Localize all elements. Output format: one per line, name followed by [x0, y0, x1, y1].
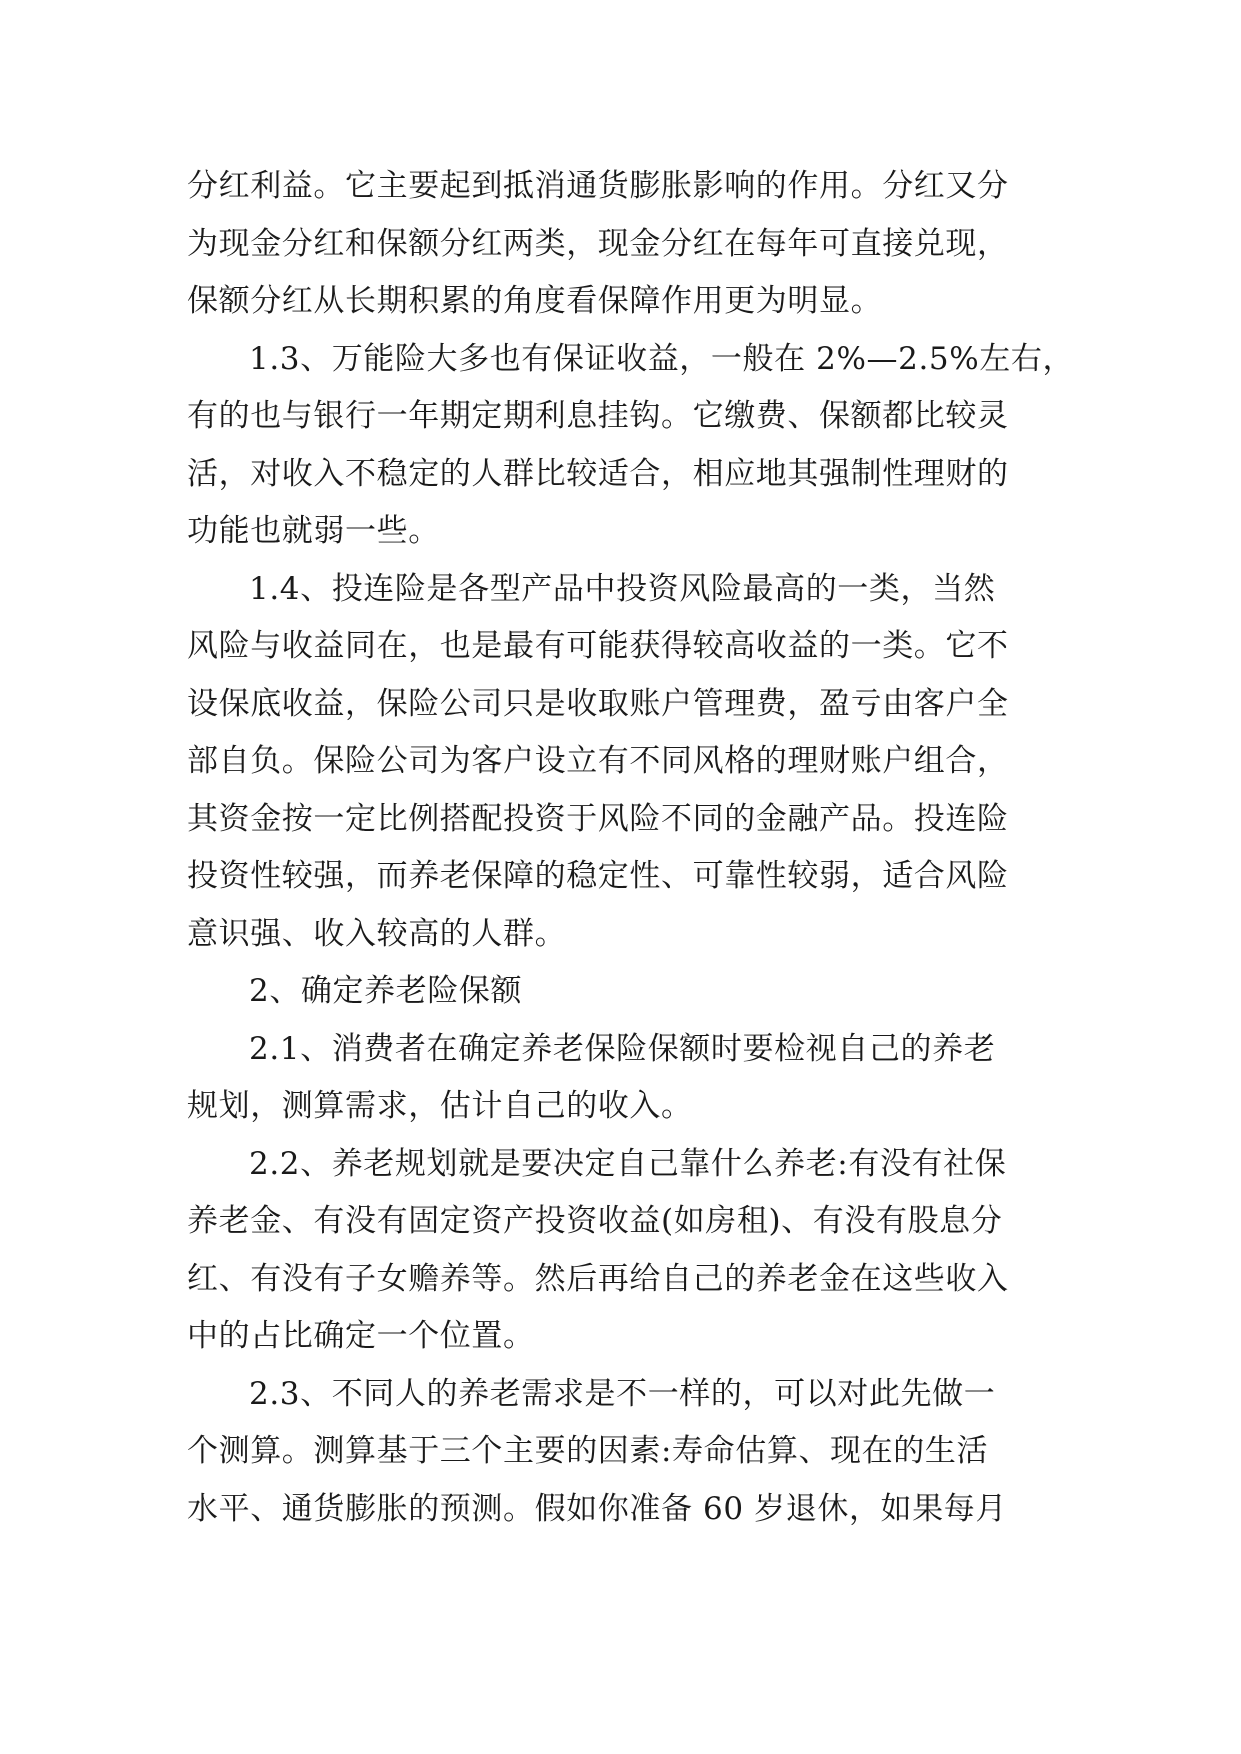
- text-line: 2.1、消费者在确定养老保险保额时要检视自己的养老: [249, 1030, 996, 1067]
- text-line: 风险与收益同在，也是最有可能获得较高收益的一类。它不: [187, 628, 1009, 664]
- text-line: 中的占比确定一个位置。: [187, 1318, 535, 1354]
- text-line: 其资金按一定比例搭配投资于风险不同的金融产品。投连险: [187, 800, 1009, 837]
- document-body: [187, 158, 1075, 1538]
- text-line: 分红利益。它主要起到抵消通货膨胀影响的作用。分红又分: [187, 168, 1009, 204]
- text-line: 养老金、有没有固定资产投资收益(如房租)、有没有股息分: [187, 1203, 1003, 1239]
- text-line: 为现金分红和保额分红两类，现金分红在每年可直接兑现，: [187, 225, 1009, 262]
- text-line: 1.3、万能险大多也有保证收益，一般在 2%—2.5%左右，: [249, 340, 1075, 377]
- text-line: 有的也与银行一年期定期利息挂钩。它缴费、保额都比较灵: [187, 398, 1009, 434]
- text-line: 2.2、养老规划就是要决定自己靠什么养老:有没有社保: [249, 1145, 1007, 1182]
- text-line: 功能也就弱一些。: [187, 513, 440, 549]
- text-line: 设保底收益，保险公司只是收取账户管理费，盈亏由客户全: [187, 685, 1009, 722]
- text-line: 个测算。测算基于三个主要的因素:寿命估算、现在的生活: [187, 1433, 989, 1469]
- text-line: 保额分红从长期积累的角度看保障作用更为明显。: [187, 283, 883, 319]
- text-line: 部自负。保险公司为客户设立有不同风格的理财账户组合，: [187, 743, 1009, 779]
- text-line: 水平、通货膨胀的预测。假如你准备 60 岁退休，如果每月: [187, 1490, 1007, 1527]
- text-line: 活，对收入不稳定的人群比较适合，相应地其强制性理财的: [187, 455, 1009, 492]
- text-line: 红、有没有子女赡养等。然后再给自己的养老金在这些收入: [187, 1260, 1009, 1297]
- text-line: 1.4、投连险是各型产品中投资风险最高的一类，当然: [249, 570, 996, 607]
- text-line: 投资性较强，而养老保障的稳定性、可靠性较弱，适合风险: [187, 858, 1009, 894]
- text-line: 意识强、收入较高的人群。: [187, 915, 567, 952]
- text-line: 2.3、不同人的养老需求是不一样的，可以对此先做一: [249, 1375, 996, 1412]
- text-line: 规划，测算需求，估计自己的收入。: [187, 1088, 693, 1124]
- text-line: 2、确定养老险保额: [249, 973, 523, 1009]
